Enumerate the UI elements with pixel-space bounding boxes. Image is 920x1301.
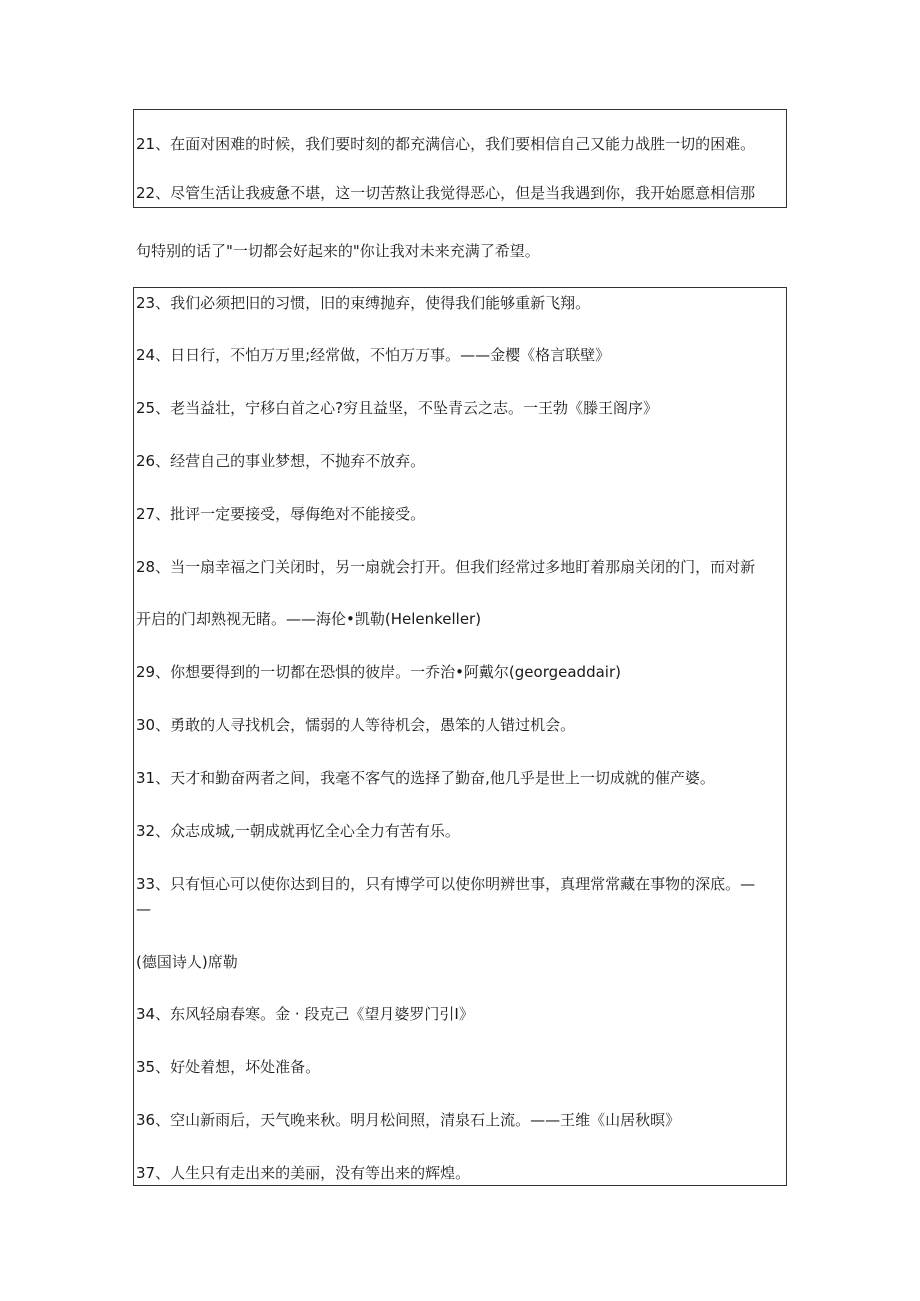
quote-line-22-continued: 句特别的话了"一切都会好起来的"你让我对未来充满了希望。 — [136, 242, 540, 260]
quote-line-26: 26、经营自己的事业梦想，不抛弃不放弃。 — [136, 452, 426, 470]
quote-line-24: 24、日日行，不怕万万里;经常做，不怕万万事。——金樱《格言联壁》 — [136, 346, 611, 364]
text-box-main — [133, 287, 787, 1186]
quote-line-37: 37、人生只有走出来的美丽，没有等出来的辉煌。 — [136, 1164, 471, 1182]
quote-line-34: 34、东风轻扇春寒。金 · 段克己《望月婆罗门引I》 — [136, 1005, 474, 1023]
quote-line-22: 22、尽管生活让我疲惫不堪，这一切苦熬让我觉得恶心，但是当我遇到你，我开始愿意相信那 — [136, 184, 756, 202]
quote-line-28-continued: 开启的门却熟视无睹。——海伦•凯勒(Helenkeller) — [136, 610, 482, 628]
quote-line-21: 21、在面对困难的时候，我们要时刻的都充满信心，我们要相信自己又能力战胜一切的困难。 — [136, 135, 756, 153]
quote-line-33: 33、只有恒心可以使你达到目的，只有博学可以使你明辨世事，真理常常藏在事物的深底。— — [136, 875, 756, 893]
quote-line-29: 29、你想要得到的一切都在恐惧的彼岸。一乔治•阿戴尔(georgeaddair) — [136, 663, 621, 681]
quote-line-23: 23、我们必须把旧的习惯，旧的束缚抛弃，使得我们能够重新飞翔。 — [136, 294, 591, 312]
quote-line-25: 25、老当益壮，宁移白首之心?穷且益坚，不坠青云之志。一王勃《滕王阁序》 — [136, 399, 659, 417]
quote-line-33-author: (德国诗人)席勒 — [136, 953, 238, 971]
quote-line-35: 35、好处着想，坏处准备。 — [136, 1058, 321, 1076]
quote-line-33-dash: — — [136, 900, 151, 918]
quote-line-32: 32、众志成城,一朝成就再忆全心全力有苦有乐。 — [136, 822, 460, 840]
quote-line-28: 28、当一扇幸福之门关闭时，另一扇就会打开。但我们经常过多地盯着那扇关闭的门，而对新 — [136, 558, 756, 576]
quote-line-27: 27、批评一定要接受，辱侮绝对不能接受。 — [136, 505, 426, 523]
quote-line-31: 31、天才和勤奋两者之间，我毫不客气的选择了勤奋,他几乎是世上一切成就的催产婆。 — [136, 769, 715, 787]
quote-line-30: 30、勇敢的人寻找机会，懦弱的人等待机会，愚笨的人错过机会。 — [136, 716, 576, 734]
quote-line-36: 36、空山新雨后，天气晚来秋。明月松间照，清泉石上流。——王维《山居秋暝》 — [136, 1111, 681, 1129]
